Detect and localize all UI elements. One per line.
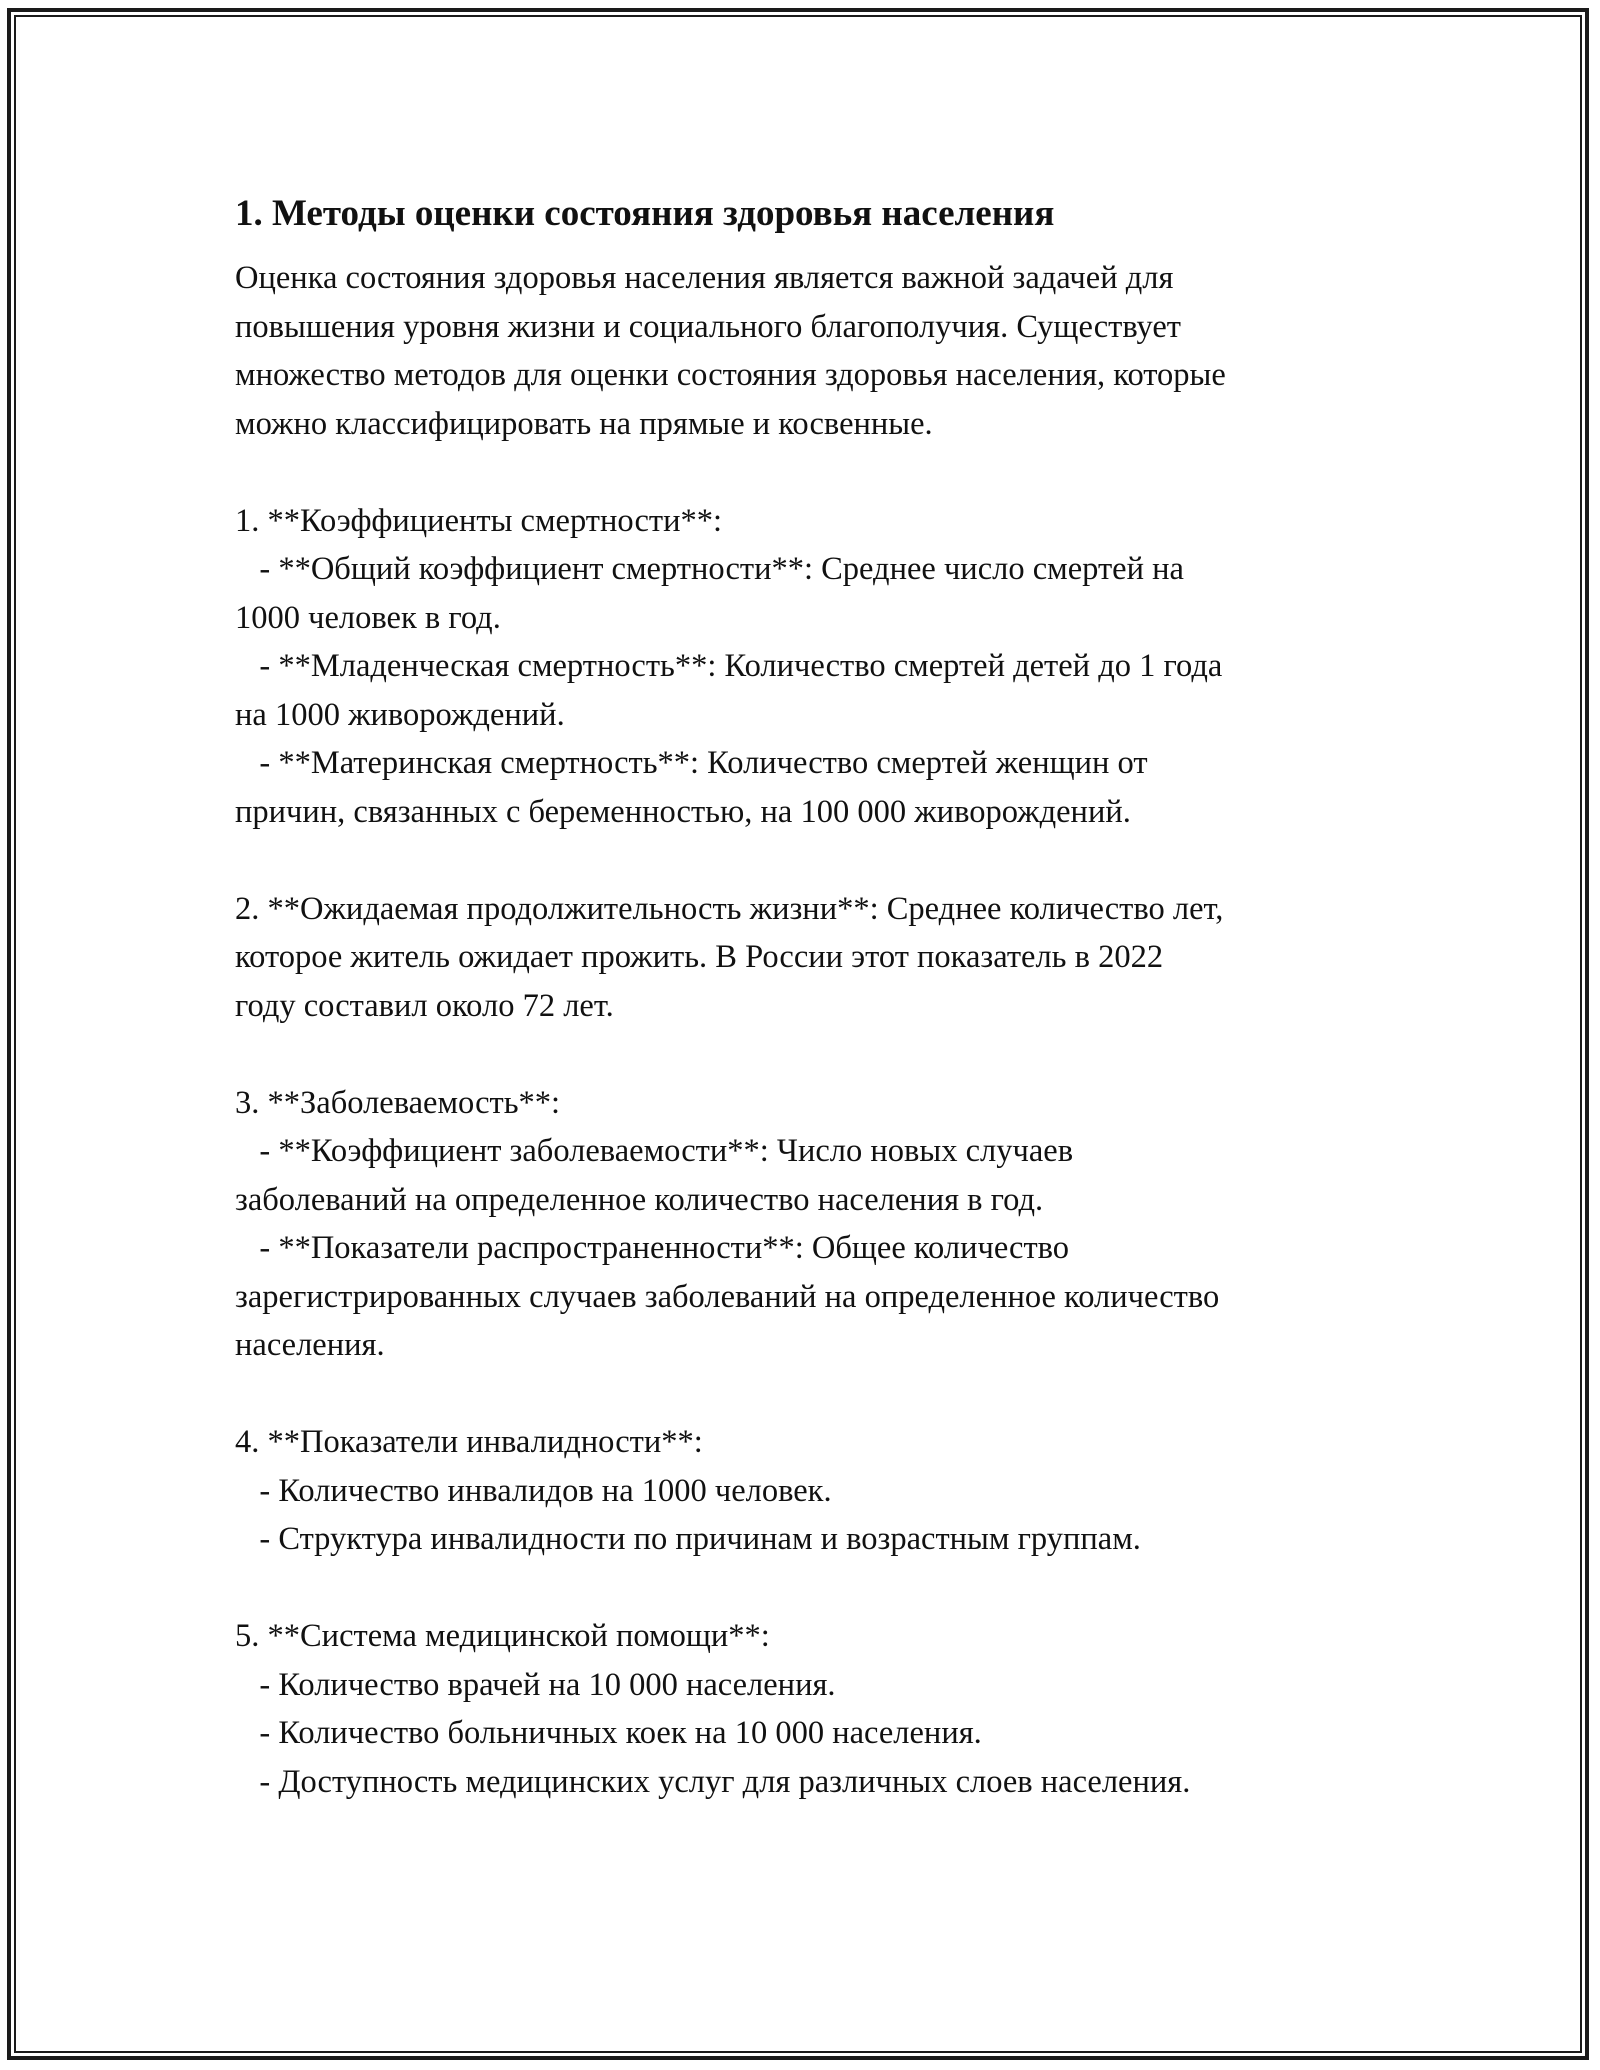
text-line: 1. **Коэффициенты смертности**: <box>235 502 722 539</box>
text-line: 3. **Заболеваемость**: <box>235 1084 561 1121</box>
blank-line <box>235 448 1375 497</box>
text-line: - **Общий коэффициент смертности**: Среднее число смертей на <box>235 551 1184 587</box>
blank-line <box>235 1370 1375 1419</box>
text-line: повышения уровня жизни и социального благополучия. Существует <box>235 308 1182 345</box>
text-line: - Структура инвалидности по причинам и возрастным группам. <box>235 1521 1141 1557</box>
text-line: 1000 человек в год. <box>235 599 501 636</box>
text-line: причин, связанных с беременностью, на 100 000 живорождений. <box>235 793 1131 830</box>
text-line: - **Коэффициент заболеваемости**: Число новых случаев <box>235 1133 1074 1169</box>
blank-line <box>235 836 1375 885</box>
text-line: - **Показатели распространенности**: Общее количество <box>235 1230 1070 1266</box>
text-line: зарегистрированных случаев заболеваний на определенное количество <box>235 1278 1220 1315</box>
text-line: заболеваний на определенное количество населения в год. <box>235 1181 1044 1218</box>
text-line: - **Материнская смертность**: Количество смертей женщин от <box>235 745 1148 781</box>
text-line: которое житель ожидает прожить. В России этот показатель в 2022 <box>235 939 1164 975</box>
text-line: - Количество больничных коек на 10 000 населения. <box>235 1715 982 1751</box>
text-line: - Количество инвалидов на 1000 человек. <box>235 1472 832 1509</box>
document-title: 1. Методы оценки состояния здоровья населения <box>235 193 1055 234</box>
text-line: 4. **Показатели инвалидности**: <box>235 1424 703 1460</box>
text-line: - **Младенческая смертность**: Количество смертей детей до 1 года <box>235 648 1223 684</box>
text-line: 5. **Система медицинской помощи**: <box>235 1618 770 1654</box>
document-body <box>235 186 1375 1806</box>
text-line: Оценка состояния здоровья населения является важной задачей для <box>235 260 1174 296</box>
text-line: множество методов для оценки состояния здоровья населения, которые <box>235 357 1226 393</box>
text-line: населения. <box>235 1327 385 1363</box>
blank-line <box>235 1030 1375 1079</box>
blank-line <box>235 1564 1375 1613</box>
text-line: можно классифицировать на прямые и косвенные. <box>235 405 933 442</box>
text-line: на 1000 живорождений. <box>235 696 565 733</box>
text-line: 2. **Ожидаемая продолжительность жизни**: Среднее количество лет, <box>235 890 1224 927</box>
document-text <box>235 254 1375 1806</box>
text-line: - Доступность медицинских услуг для различных слоев населения. <box>235 1763 1191 1800</box>
text-line: году составил около 72 лет. <box>235 987 614 1024</box>
text-line: - Количество врачей на 10 000 населения. <box>235 1666 836 1703</box>
